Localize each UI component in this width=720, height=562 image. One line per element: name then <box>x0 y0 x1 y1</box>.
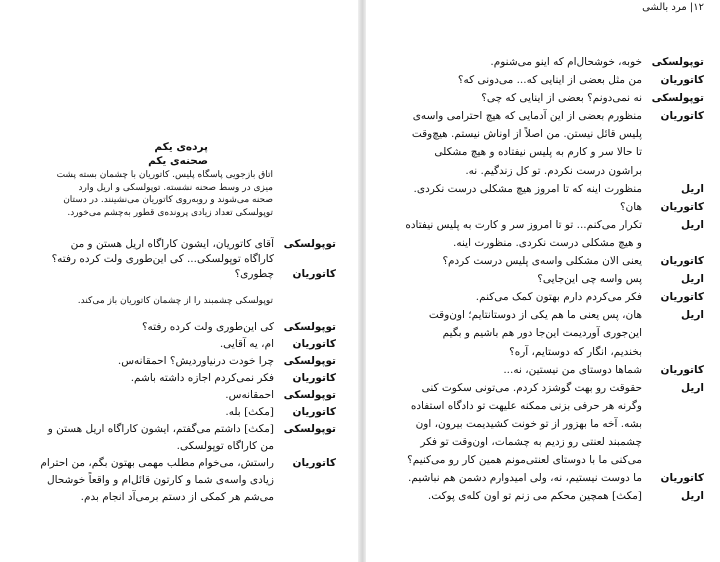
dialogue-text: من مثل بعضی از اینایی که... می‌دونی که؟ <box>457 74 642 87</box>
stage-direction-line: توپولسکی تعداد زیادی پرونده‌ی قطور به‌چشم می‌خورد. <box>67 207 273 218</box>
dialogue-line <box>386 270 704 288</box>
dialogue-line <box>386 198 704 216</box>
stage-direction-line: اتاق بازجویی پاسگاه پلیس. کاتوریان با چشمان بسته پشت <box>56 170 273 180</box>
dialogue-line <box>18 455 336 472</box>
speaker-name: توپولسکی <box>283 321 336 333</box>
stage-direction-line: میزی در وسط صحنه نشسته. توپولسکی و اریل وارد <box>78 182 273 193</box>
dialogue-line <box>18 353 336 370</box>
dialogue-line <box>386 415 704 433</box>
dialogue-text: می‌شم هر کمکی از دستم برمی‌آد انجام بدم. <box>80 491 274 503</box>
speaker-name: توپولسکی <box>283 355 336 367</box>
dialogue-line <box>18 237 336 252</box>
dialogue-text: [مکث] بله. <box>225 406 274 418</box>
dialogue-text: فکر نمی‌کردم اجازه داشته باشم. <box>130 372 274 384</box>
speaker-name: توپولسکی <box>283 238 336 250</box>
dialogue-line <box>386 216 704 234</box>
dialogue-line <box>386 379 704 397</box>
dialogue-text: کاراگاه توپولسکی... کی این‌طوری ولت کرده رفته؟ <box>51 253 274 265</box>
dialogue-text: [مکث] همچین محکم می زنم تو اون کله‌ی پوکت. <box>427 490 642 503</box>
speaker-name: اریل <box>681 309 704 322</box>
speaker-name: توپولسکی <box>651 56 704 68</box>
speaker-name: اریل <box>681 182 704 195</box>
dialogue-line <box>386 180 704 198</box>
dialogue-text: [مکث] داشتم می‌گفتم، ایشون کاراگاه اریل هستن و <box>47 423 274 435</box>
stage-direction-line: صحنه می‌شوند و روبه‌روی کاتوریان می‌نشینند. در دستان <box>63 195 273 205</box>
dialogue-text: منظورم بعضی از این آدمایی که هیچ احترامی واسه‌ی <box>412 110 642 123</box>
dialogue-line <box>386 89 704 107</box>
right-page <box>366 0 720 562</box>
dialogue-line <box>386 397 704 415</box>
speaker-name: توپولسکی <box>283 423 336 435</box>
speaker-name: کاتوریان <box>292 338 336 350</box>
dialogue-line <box>18 267 336 282</box>
speaker-name: کاتوریان <box>660 363 704 376</box>
speaker-name: کاتوریان <box>660 255 704 268</box>
dialogue-text: بخندیم، انگار که دوستایم، آره؟ <box>509 345 642 358</box>
dialogue-text: می‌کنی ما با دوستای لعنتی‌مونم همین کار رو می‌کنیم؟ <box>407 454 642 467</box>
speaker-name: توپولسکی <box>651 92 704 105</box>
speaker-name: کاتوریان <box>292 372 336 384</box>
speaker-name: توپولسکی <box>283 389 336 401</box>
dialogue-line <box>18 489 336 506</box>
dialogue-text: وگرنه هر حرفی بزنی ممکنه علیهت تو دادگاه استفاده <box>410 399 642 412</box>
dialogue-line <box>386 53 704 71</box>
dialogue-text: شماها دوستای من نیستین، نه... <box>503 363 642 376</box>
dialogue-line <box>386 71 704 89</box>
dialogue-text: کی این‌طوری ولت کرده رفته؟ <box>141 321 274 333</box>
dialogue-text: فکر می‌کردم دارم بهتون کمک می‌کنم. <box>475 291 642 304</box>
speaker-name: کاتوریان <box>292 406 336 418</box>
speaker-name: کاتوریان <box>660 291 704 304</box>
running-head: ۱۲| مرد بالشی <box>642 2 704 13</box>
dialogue-text: یعنی الان مشکلی واسه‌ی پلیس درست کردم؟ <box>442 255 642 268</box>
dialogue-line <box>386 324 704 342</box>
dialogue-text: پلیس قائل نیستن. من اصلاً از اوناش نیستم. هیچ‌وقت <box>411 128 642 141</box>
dialogue-text: حقوقت رو بهت گوشزد کردم. می‌تونی سکوت کنی <box>421 381 642 394</box>
speaker-name: کاتوریان <box>292 268 336 280</box>
left-dialogue-2 <box>18 319 336 506</box>
dialogue-line <box>386 107 704 125</box>
dialogue-line <box>386 252 704 270</box>
dialogue-text: احمقانه‌س. <box>225 389 274 401</box>
dialogue-line <box>386 125 704 143</box>
dialogue-text: هان، پس یعنی ما هم یکی از دوستانتایم؛ اون‌وقت <box>428 309 642 322</box>
dialogue-line <box>386 469 704 487</box>
scene-title: صحنه‌ی یکم <box>148 155 208 167</box>
speaker-name: اریل <box>681 381 704 394</box>
speaker-name: کاتوریان <box>660 200 704 213</box>
speaker-name: اریل <box>681 490 704 503</box>
speaker-name: کاتوریان <box>660 472 704 485</box>
speaker-name: کاتوریان <box>660 74 704 87</box>
dialogue-line <box>18 421 336 438</box>
dialogue-line <box>386 487 704 505</box>
dialogue-text: چرا خودت درنیاوردیش؟ احمقانه‌س. <box>117 355 274 367</box>
dialogue-line <box>386 433 704 451</box>
left-dialogue-1 <box>18 237 336 282</box>
dialogue-text: چشمبند لعنتی رو زدیم به چشمات، اون‌وقت تو فکر <box>420 435 642 448</box>
speaker-name: اریل <box>681 218 704 231</box>
dialogue-text: و هیچ مشکلی درست نکردی. منظورت اینه. <box>453 236 642 249</box>
dialogue-text: زیادی واسه‌ی شما و کارتون قائل‌ام و واقعاً خوشحال <box>46 474 274 486</box>
dialogue-text: راستش، می‌خوام مطلب مهمی بهتون بگم، من احترام <box>40 457 274 469</box>
dialogue-line <box>386 306 704 324</box>
stage-direction-2-block <box>78 296 273 306</box>
dialogue-text: هان؟ <box>619 200 642 213</box>
dialogue-line <box>18 404 336 421</box>
stage-direction-blindfold: توپولسکی چشمبند را از چشمان کاتوریان باز می‌کند. <box>77 296 273 306</box>
dialogue-line <box>386 162 704 180</box>
dialogue-text: ما دوست نیستیم، نه، ولی امیدوارم دشمن هم نباشیم. <box>408 472 642 485</box>
dialogue-text: نه نمی‌دونم؟ بعضی از اینایی که چی؟ <box>481 92 642 105</box>
stage-direction-opening <box>56 169 273 219</box>
dialogue-text: پس واسه چی این‌جایی؟ <box>537 273 642 286</box>
dialogue-text: براشون درست نکردم. تو کل زندگیم. نه. <box>465 164 642 177</box>
dialogue-text: خوبه، خوشحال‌ام که اینو می‌شنوم. <box>490 56 642 68</box>
speaker-name: اریل <box>681 273 704 286</box>
dialogue-text: من کاراگاه توپولسکی. <box>176 440 274 452</box>
dialogue-text: ام، یه آقایی. <box>219 338 274 350</box>
act-heading-block <box>148 140 208 168</box>
dialogue-line <box>386 234 704 252</box>
dialogue-text: منظورت اینه که تا امروز هیچ مشکلی درست نکردی. <box>413 182 642 195</box>
dialogue-line <box>386 288 704 306</box>
book-gutter <box>358 0 366 562</box>
dialogue-line <box>386 361 704 379</box>
dialogue-line <box>386 143 704 161</box>
dialogue-text: این‌جوری آوردیمت این‌جا دور هم باشیم و بگیم <box>442 327 642 340</box>
dialogue-text: چطوری؟ <box>234 268 274 280</box>
right-page-dialogue <box>386 53 704 505</box>
dialogue-line <box>18 319 336 336</box>
dialogue-line <box>18 387 336 404</box>
dialogue-text: تا حالا سر و کارم به پلیس نیفتاده و هیچ مشکلی <box>434 146 642 159</box>
dialogue-line <box>18 472 336 489</box>
speaker-name: کاتوریان <box>292 457 336 469</box>
speaker-name: کاتوریان <box>660 110 704 123</box>
dialogue-line <box>386 343 704 361</box>
dialogue-line <box>18 438 336 455</box>
act-title: پرده‌ی یکم <box>154 141 208 153</box>
dialogue-text: بشه. آخه ما بهزور از تو خونت کشیدیمت بیرون، اون <box>415 417 642 430</box>
dialogue-line <box>18 370 336 387</box>
dialogue-line <box>386 451 704 469</box>
dialogue-line <box>18 336 336 353</box>
dialogue-text: آقای کاتوریان، ایشون کاراگاه اریل هستن و من <box>70 238 274 250</box>
left-page <box>0 0 358 562</box>
dialogue-line <box>18 252 336 267</box>
dialogue-text: تکرار می‌کنم... تو تا امروز سر و کارت به پلیس نیفتاده <box>405 218 642 231</box>
